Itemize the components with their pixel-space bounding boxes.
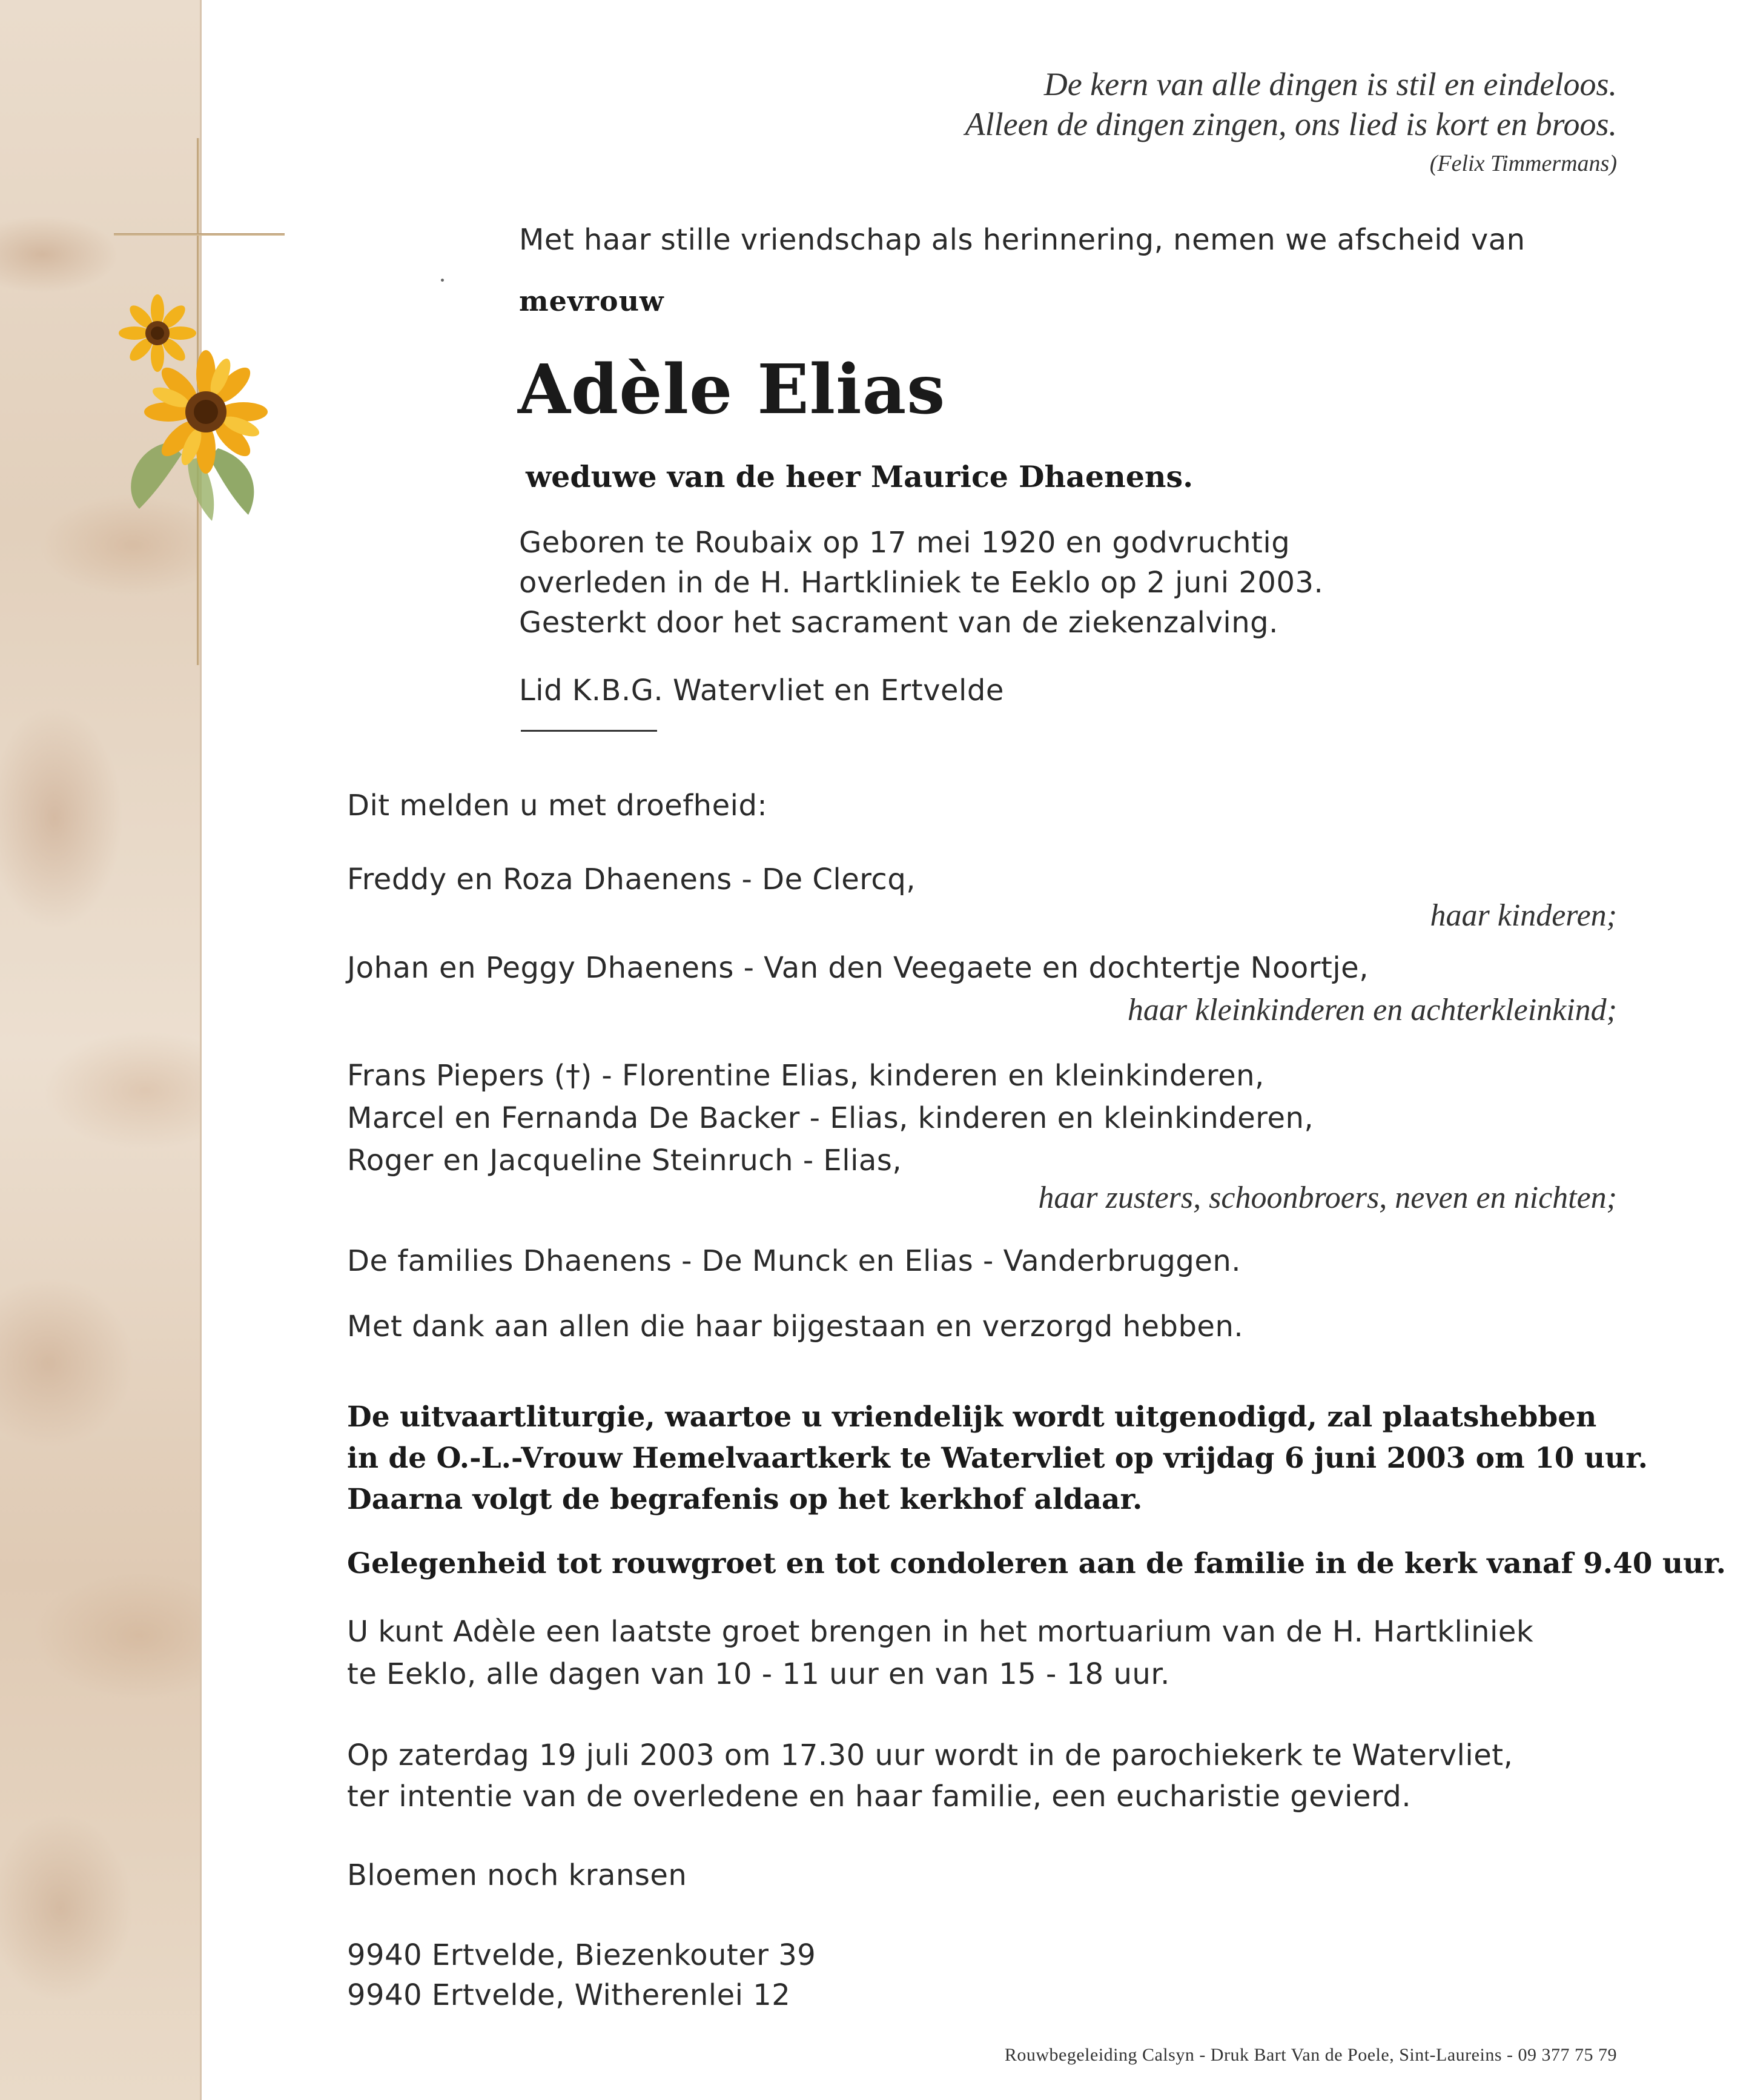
families-line: De families Dhaenens - De Munck en Elias - Vanderbruggen. — [347, 1244, 1241, 1278]
address-line-2: 9940 Ertvelde, Witherenlei 12 — [347, 1978, 791, 2012]
decorative-dot — [441, 279, 444, 282]
widow-of: weduwe van de heer Maurice Dhaenens. — [526, 459, 1194, 494]
flowers-note: Bloemen noch kransen — [347, 1858, 687, 1892]
quote-author: (Felix Timmermans) — [1429, 151, 1617, 176]
deceased-name: Adèle Elias — [518, 350, 946, 429]
address-line-1: 9940 Ertvelde, Biezenkouter 39 — [347, 1938, 816, 1972]
printer-credit: Rouwbegeleiding Calsyn - Druk Bart Van de Poele, Sint-Laureins - 09 377 75 79 — [1004, 2045, 1617, 2065]
salutation: mevrouw — [519, 285, 664, 317]
funeral-line-1: De uitvaartliturgie, waartoe u vriendelijk wordt uitgenodigd, zal plaatshebben — [347, 1400, 1597, 1434]
divider-rule — [521, 730, 657, 732]
intro-text: Met haar stille vriendschap als herinnering, nemen we afscheid van — [519, 223, 1526, 257]
bio-line-1: Geboren te Roubaix op 17 mei 1920 en godvruchtig — [519, 526, 1291, 560]
thanks-line: Met dank aan allen die haar bijgestaan en verzorgd hebben. — [347, 1310, 1244, 1343]
quote-line-2: Alleen de dingen zingen, ons lied is kort en broos. — [965, 106, 1617, 142]
quote-line-1: De kern van alle dingen is stil en eindeloos. — [1043, 66, 1617, 102]
family-sibling-3: Roger en Jacqueline Steinruch - Elias, — [347, 1144, 902, 1178]
sunflowers-icon — [97, 291, 297, 533]
funeral-line-3: Daarna volgt de begrafenis op het kerkhof aldaar. — [347, 1483, 1143, 1516]
funeral-line-2: in de O.-L.-Vrouw Hemelvaartkerk te Watervliet op vrijdag 6 juni 2003 om 10 uur. — [347, 1442, 1648, 1475]
mortuary-line-1: U kunt Adèle een laatste groet brengen in het mortuarium van de H. Hartkliniek — [347, 1615, 1534, 1649]
condolence-line: Gelegenheid tot rouwgroet en tot condoleren aan de familie in de kerk vanaf 9.40 uur. — [347, 1547, 1727, 1580]
family-sibling-2: Marcel en Fernanda De Backer - Elias, kinderen en kleinkinderen, — [347, 1101, 1314, 1135]
mortuary-line-2: te Eeklo, alle dagen van 10 - 11 uur en van 15 - 18 uur. — [347, 1657, 1170, 1691]
bio-line-2: overleden in de H. Hartkliniek te Eeklo op 2 juni 2003. — [519, 566, 1324, 600]
family-children: Freddy en Roza Dhaenens - De Clercq, — [347, 863, 916, 896]
cross-icon-horizontal — [114, 233, 285, 236]
family-grandchildren: Johan en Peggy Dhaenens - Van den Veegaete en dochtertje Noortje, — [347, 951, 1369, 985]
relation-siblings: haar zusters, schoonbroers, neven en nichten; — [1038, 1181, 1617, 1215]
relation-children: haar kinderen; — [1430, 898, 1617, 933]
mass-line-1: Op zaterdag 19 juli 2003 om 17.30 uur wordt in de parochiekerk te Watervliet, — [347, 1738, 1513, 1772]
mass-line-2: ter intentie van de overledene en haar familie, een eucharistie gevierd. — [347, 1780, 1412, 1813]
membership: Lid K.B.G. Watervliet en Ertvelde — [519, 674, 1004, 707]
announcement: Dit melden u met droefheid: — [347, 789, 768, 823]
family-sibling-1: Frans Piepers (†) - Florentine Elias, kinderen en kleinkinderen, — [347, 1059, 1265, 1093]
relation-grandchildren: haar kleinkinderen en achterkleinkind; — [1127, 993, 1617, 1027]
bio-line-3: Gesterkt door het sacrament van de ziekenzalving. — [519, 606, 1278, 640]
